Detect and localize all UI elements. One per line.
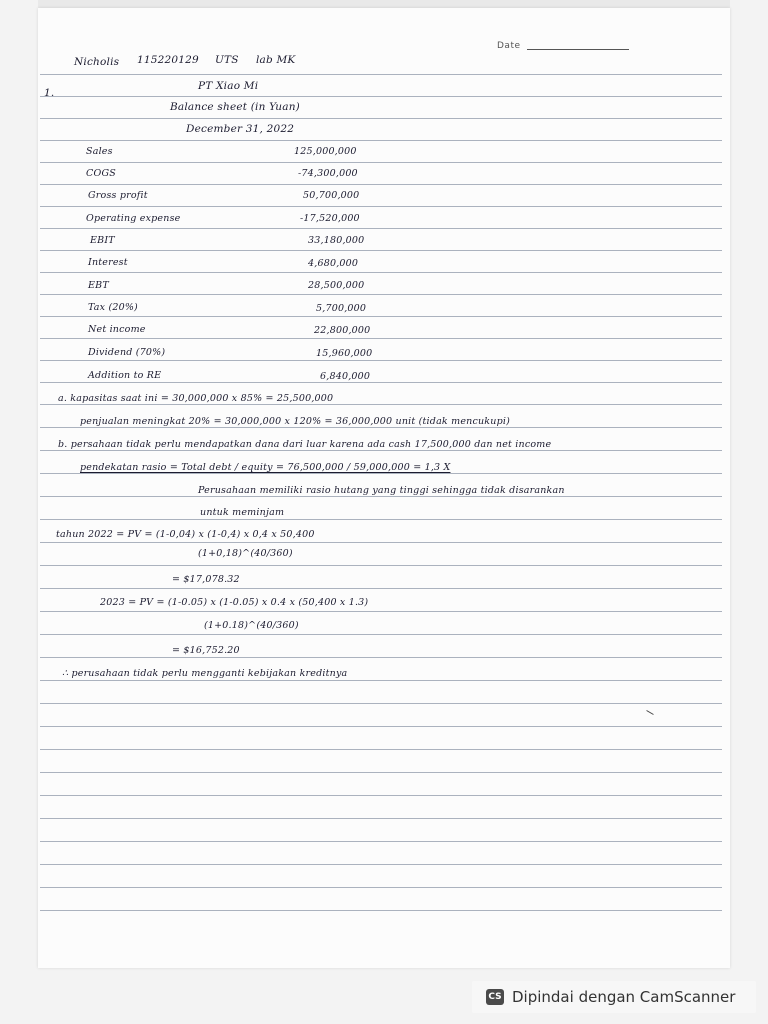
pv-2023-denominator: (1+0.18)^(40/360): [204, 620, 299, 631]
camscanner-watermark: [472, 981, 756, 1013]
rule-line: [40, 818, 722, 819]
row-value-gross-profit: 50,700,000: [303, 190, 360, 201]
rule-line: [40, 634, 722, 635]
page-top-strip: [38, 0, 730, 8]
pv-2023-result: = $16,752.20: [172, 645, 240, 656]
rule-line: [40, 294, 722, 295]
rule-line: [40, 542, 722, 543]
row-label-interest: Interest: [88, 257, 128, 268]
student-name: Nicholis: [74, 56, 120, 68]
pv-2022-denominator: (1+0,18)^(40/360): [198, 548, 293, 559]
rule-line: [40, 496, 722, 497]
final-conclusion: ∴ perusahaan tidak perlu mengganti kebijakan kreditnya: [62, 668, 348, 679]
rule-line: [40, 611, 722, 612]
pv-2023-numerator: 2023 = PV = (1-0.05) x (1-0.05) x 0.4 x (50,400 x 1.3): [100, 597, 369, 608]
statement-title: Balance sheet (in Yuan): [170, 101, 300, 113]
rule-line: [40, 450, 722, 451]
rule-line: [40, 864, 722, 865]
rule-line: [40, 74, 722, 75]
pv-2022-result: = $17,078.32: [172, 574, 240, 585]
row-value-interest: 4,680,000: [308, 258, 359, 269]
row-value-sales: 125,000,000: [294, 146, 357, 157]
rule-line: [40, 272, 722, 273]
rule-line: [40, 96, 722, 97]
date-label: Date: [497, 41, 521, 51]
rule-line: [40, 887, 722, 888]
answer-b-conclusion-cont: untuk meminjam: [200, 507, 285, 518]
row-label-ebit: EBIT: [90, 235, 115, 246]
date-field-line: [527, 49, 629, 50]
rule-line: [40, 657, 722, 658]
row-value-tax: 5,700,000: [316, 303, 367, 314]
rule-line: [40, 316, 722, 317]
rule-line: [40, 184, 722, 185]
row-label-cogs: COGS: [86, 168, 116, 179]
rule-line: [40, 772, 722, 773]
rule-line: [40, 703, 722, 704]
rule-line: [40, 206, 722, 207]
row-value-cogs: -74,300,000: [298, 168, 358, 179]
camscanner-logo-icon: CS: [486, 989, 504, 1005]
row-value-ebit: 33,180,000: [308, 235, 365, 246]
row-label-tax: Tax (20%): [88, 302, 138, 313]
rule-line: [40, 338, 722, 339]
row-label-sales: Sales: [86, 146, 113, 157]
rule-line: [40, 795, 722, 796]
row-value-ebt: 28,500,000: [308, 280, 365, 291]
pv-2022-numerator: tahun 2022 = PV = (1-0,04) x (1-0,4) x 0,4 x 50,400: [56, 529, 315, 540]
rule-line: [40, 519, 722, 520]
course-label: lab MK: [256, 54, 296, 66]
row-label-addition-to-re: Addition to RE: [88, 370, 162, 381]
rule-line: [40, 360, 722, 361]
row-label-dividend: Dividend (70%): [88, 347, 166, 358]
answer-b-funding: b. persahaan tidak perlu mendapatkan dana dari luar karena ada cash 17,500,000 dan net income: [58, 439, 552, 450]
answer-b-ratio: pendekatan rasio = Total debt / equity = 76,500,000 / 59,000,000 = 1,3 X: [80, 462, 451, 473]
statement-date: December 31, 2022: [186, 123, 295, 135]
rule-line: [40, 749, 722, 750]
rule-line: [40, 680, 722, 681]
row-label-operating-expense: Operating expense: [86, 213, 181, 224]
rule-line: [40, 588, 722, 589]
rule-line: [40, 910, 722, 911]
rule-line: [40, 228, 722, 229]
question-number: 1.: [44, 87, 55, 99]
rule-line: [40, 726, 722, 727]
rule-line: [40, 250, 722, 251]
student-id: 115220129: [137, 54, 199, 66]
rule-line: [40, 118, 722, 119]
rule-line: [40, 382, 722, 383]
rule-line: [40, 427, 722, 428]
exam-label: UTS: [215, 54, 239, 66]
row-value-net-income: 22,800,000: [314, 325, 371, 336]
rule-line: [40, 140, 722, 141]
answer-a-capacity: a. kapasitas saat ini = 30,000,000 x 85% = 25,500,000: [58, 393, 334, 404]
rule-line: [40, 473, 722, 474]
row-label-net-income: Net income: [88, 324, 146, 335]
camscanner-text: Dipindai dengan CamScanner: [512, 988, 736, 1006]
rule-line: [40, 841, 722, 842]
company-name: PT Xiao Mi: [198, 80, 259, 92]
row-value-operating-expense: -17,520,000: [300, 213, 360, 224]
answer-b-conclusion: Perusahaan memiliki rasio hutang yang tinggi sehingga tidak disarankan: [198, 485, 565, 496]
rule-line: [40, 162, 722, 163]
row-label-ebt: EBT: [88, 280, 109, 291]
row-value-dividend: 15,960,000: [316, 348, 373, 359]
row-label-gross-profit: Gross profit: [88, 190, 148, 201]
answer-a-increase: penjualan meningkat 20% = 30,000,000 x 120% = 36,000,000 unit (tidak mencukupi): [80, 416, 510, 427]
rule-line: [40, 565, 722, 566]
row-value-addition-to-re: 6,840,000: [320, 371, 371, 382]
rule-line: [40, 404, 722, 405]
